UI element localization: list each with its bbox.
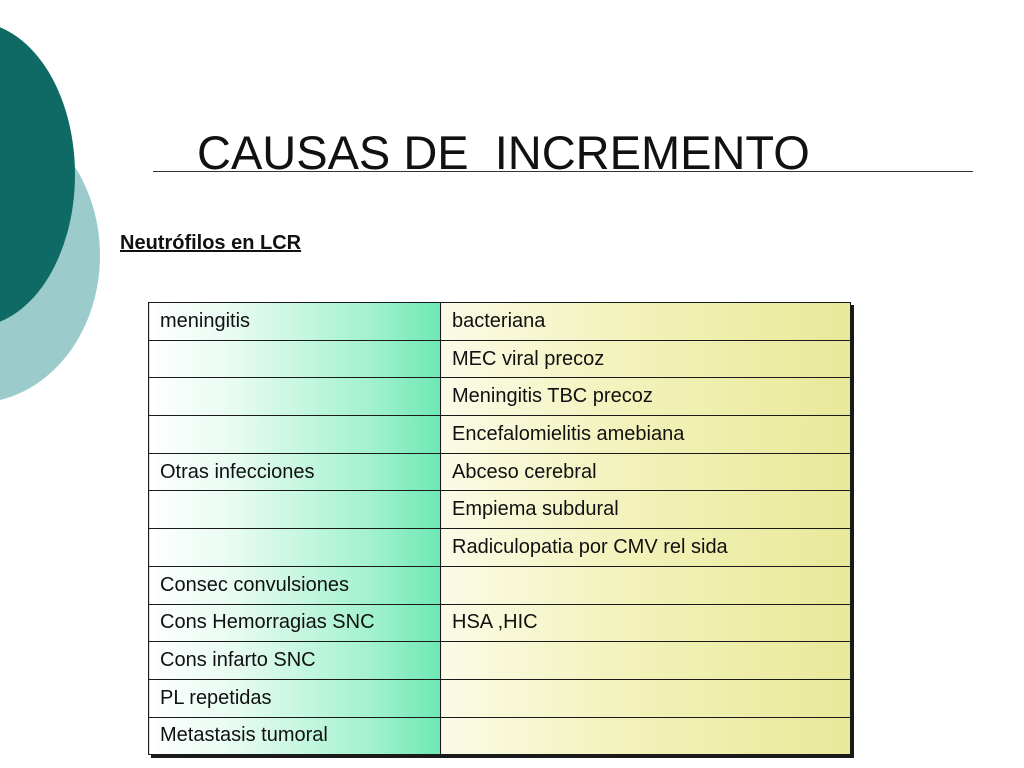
table-row bbox=[149, 566, 851, 604]
title-underline-rule bbox=[153, 171, 973, 172]
cause-cell: HSA ,HIC bbox=[441, 604, 851, 642]
condition-cell: Cons Hemorragias SNC bbox=[149, 604, 441, 642]
table-row bbox=[149, 642, 851, 680]
cause-cell: bacteriana bbox=[441, 303, 851, 341]
condition-cell: PL repetidas bbox=[149, 679, 441, 717]
condition-cell bbox=[149, 529, 441, 567]
cause-cell: Abceso cerebral bbox=[441, 453, 851, 491]
condition-cell: Metastasis tumoral bbox=[149, 717, 441, 755]
cause-cell: Empiema subdural bbox=[441, 491, 851, 529]
table-row bbox=[149, 529, 851, 567]
condition-cell: meningitis bbox=[149, 303, 441, 341]
table-row bbox=[149, 604, 851, 642]
condition-cell bbox=[149, 416, 441, 454]
cause-cell: Meningitis TBC precoz bbox=[441, 378, 851, 416]
cause-cell bbox=[441, 679, 851, 717]
condition-cell bbox=[149, 378, 441, 416]
table-row bbox=[149, 416, 851, 454]
slide-subtitle: Neutrófilos en LCR bbox=[120, 232, 302, 254]
causes-table-body bbox=[149, 303, 851, 755]
condition-cell: Cons infarto SNC bbox=[149, 642, 441, 680]
table-row bbox=[149, 453, 851, 491]
cause-cell: MEC viral precoz bbox=[441, 340, 851, 378]
cause-cell bbox=[441, 717, 851, 755]
condition-cell: Otras infecciones bbox=[149, 453, 441, 491]
slide-title: CAUSAS DE INCREMENTO bbox=[197, 126, 810, 179]
cause-cell: Radiculopatia por CMV rel sida bbox=[441, 529, 851, 567]
table-row bbox=[149, 679, 851, 717]
table-row bbox=[149, 491, 851, 529]
condition-cell bbox=[149, 340, 441, 378]
table-row bbox=[149, 303, 851, 341]
cause-cell bbox=[441, 566, 851, 604]
condition-cell: Consec convulsiones bbox=[149, 566, 441, 604]
table-row bbox=[149, 378, 851, 416]
condition-cell bbox=[149, 491, 441, 529]
cause-cell: Encefalomielitis amebiana bbox=[441, 416, 851, 454]
causes-table bbox=[148, 302, 851, 755]
table-row bbox=[149, 340, 851, 378]
cause-cell bbox=[441, 642, 851, 680]
table-row bbox=[149, 717, 851, 755]
